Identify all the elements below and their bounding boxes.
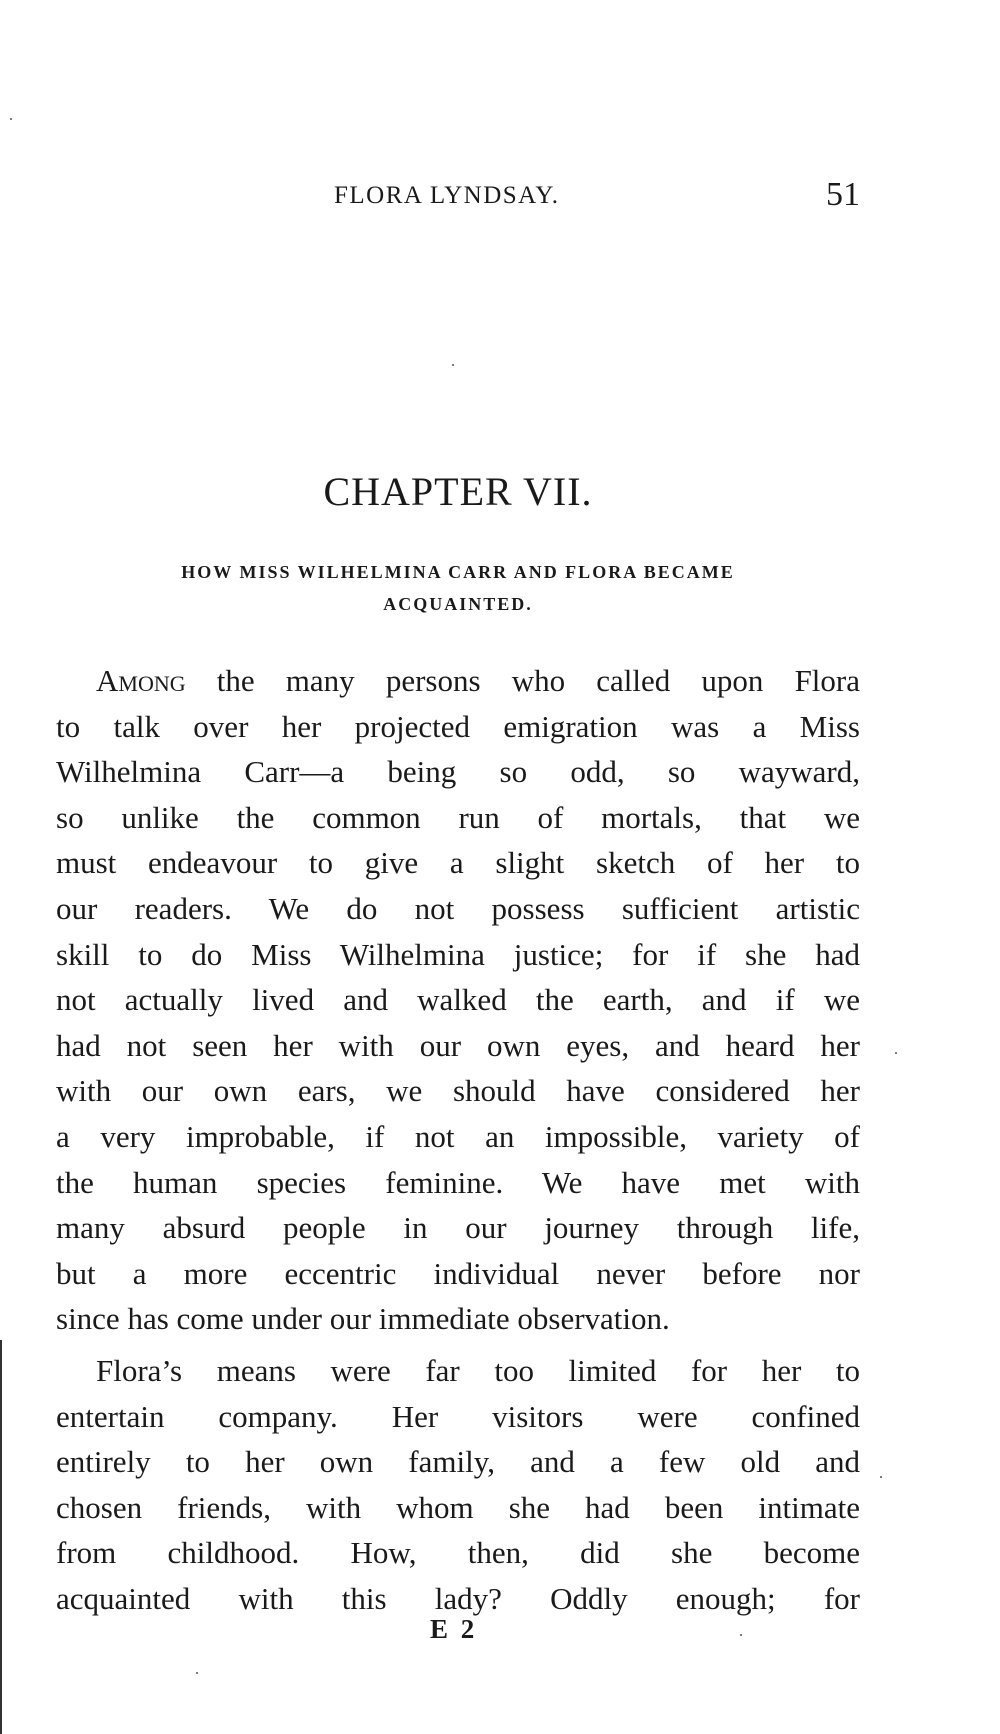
paper-speck [740, 1634, 742, 1636]
text-line: had not seen her with our own eyes, and heard her [56, 1027, 860, 1063]
chapter-heading: CHAPTER VII. [323, 469, 593, 514]
text-line: must endeavour to give a slight sketch of her to [56, 845, 860, 881]
running-head [56, 176, 860, 216]
paper-speck [880, 1476, 882, 1478]
text-line: with our own ears, we should have considered her [56, 1073, 860, 1109]
text-line: to talk over her projected emigration was a Miss [56, 708, 860, 744]
text-line: a very improbable, if not an impossible, variety of [56, 1118, 860, 1154]
page-number: 51 [826, 176, 860, 213]
chapter-subtitle-line: HOW MISS WILHELMINA CARR AND FLORA BECAME [181, 562, 735, 582]
body-text [56, 658, 860, 1621]
text-line: Flora’s means were far too limited for her to [96, 1352, 860, 1388]
text-line: but a more eccentric individual never before nor [56, 1255, 860, 1291]
text-line: so unlike the common run of mortals, that we [56, 799, 860, 835]
text-line: Wilhelmina Carr—a being so odd, so wayward, [56, 754, 860, 790]
left-margin-edge [0, 1340, 2, 1734]
text-line: not actually lived and walked the earth, and if we [56, 982, 860, 1018]
text-line [56, 658, 860, 704]
text-line: entertain company. Her visitors were confined [56, 1398, 860, 1434]
chapter-subtitle-line: ACQUAINTED. [383, 594, 533, 614]
paper-speck [895, 1052, 897, 1054]
paper-speck [452, 364, 454, 366]
paper-speck [196, 1672, 198, 1674]
text-line: from childhood. How, then, did she become [56, 1535, 860, 1571]
running-title: FLORA LYNDSAY. [334, 182, 560, 209]
paragraph [56, 658, 860, 1342]
text-line: entirely to her own family, and a few old and [56, 1444, 860, 1480]
first-line-rest: the many persons who called upon Flora [185, 663, 860, 698]
text-line: acquainted with this lady? Oddly enough; for [56, 1580, 860, 1616]
text-line: skill to do Miss Wilhelmina justice; for if she had [56, 936, 860, 972]
paragraph [56, 1348, 860, 1622]
text-line: the human species feminine. We have met with [56, 1164, 860, 1200]
text-line: chosen friends, with whom she had been intimate [56, 1489, 860, 1525]
text-line: many absurd people in our journey through life, [56, 1210, 860, 1246]
signature-mark: E 2 [430, 1614, 478, 1644]
paper-speck [10, 118, 12, 120]
lead-word: Among [96, 663, 186, 698]
chapter-subtitle [56, 556, 860, 620]
text-line: our readers. We do not possess sufficient artistic [56, 890, 860, 926]
text-line: since has come under our immediate observation. [56, 1301, 670, 1337]
